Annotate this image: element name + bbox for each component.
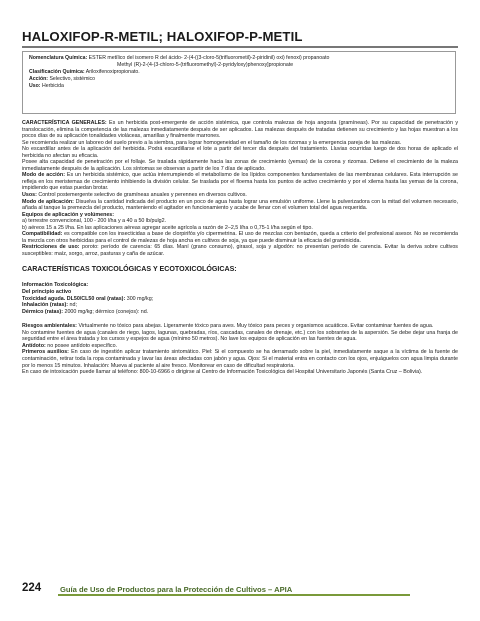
principio-activo-label: Del principio activo (22, 289, 72, 296)
clasificacion-line: Clasificación Química: Ariloxifenoxipropionato. (29, 68, 140, 75)
compatibilidad-paragraph: Compatibilidad: es compatible con los insecticidas a base de clorpirifós y/o cipermetrina. El uso de mezclas con bentazón, queda a criterio del profesional asesor. No se recomienda la mezcla con otros herbicidas para el control de malezas de hoja ancha en cultivos de soja, ya que puede disminuir la eficacia del graminicida. (22, 231, 458, 244)
primeros-auxilios-paragraph: Primeros auxilios: En caso de ingestión aplicar tratamiento sintomático. Piel: Si el compuesto se ha derramado sobre la piel, inmediatamente saque a la víctima de la fuente de contaminación, retirar toda la ropa contaminada y lavar las áreas afectadas con jabón y agua. Ojos: Si el material entra en contacto con los ojos, enjuáguelos con agua limpia durante por lo menos 15 minutos. Inhalación: Mueva al paciente al aire fresco. Monitorear en caso de dificultad respiratoria. (22, 349, 458, 369)
equipos-heading: Equipos de aplicación y volúmenes: (22, 211, 115, 218)
footer-title: Guía de Uso de Productos para la Protección de Cultivos – APIA (60, 585, 293, 594)
accion-line: Acción: Selectivo, sistémico (29, 75, 96, 82)
title-divider (22, 46, 458, 48)
escardillar-paragraph: No escardillar antes de la aplicación del herbicida. Podrá escardillarse el lote a partir del tercer día después del tratamiento. Lluvias ocurridas luego de dos horas de aplicado el herbicida no afectan su eficacia. (22, 146, 458, 159)
dermico-line: Dérmico (ratas): 2000 mg/kg; dérmico (conejos): nd. (22, 308, 149, 315)
document-body (22, 120, 458, 376)
penetracion-paragraph: Posee alta capacidad de penetración por el follaje. Se traslada rápidamente hacia las zonas de crecimiento (yemas) de la corona y rizomas. Detiene el crecimiento de la maleza inmediatamente después de la aplicación. Los síntomas se observan a partir de los 7 días de aplicado. (22, 159, 458, 172)
modo-accion-paragraph: Modo de acción: Es un herbicida sistémico, que actúa interrumpiendo el metabolismo de los lípidos componentes fundamentales de las membranas celulares. Esta interrupción se refleja en los meristemas de crecimiento inhibiendo la división celular. Se traslada por el floema hasta los puntos de activo crecimiento y por el xilema hasta las yemas de la corona, impidiendo que estas puedan brotar. (22, 172, 458, 192)
uso-line: Uso: Herbicida (29, 82, 64, 89)
emergencia-paragraph: En caso de intoxicación puede llamar al teléfono: 800-10-6966 o dirigirse al Centro de Información Toxicológica del Hospital Universitario Japonés (Santa Cruz – Bolivia). (22, 369, 423, 376)
usos-paragraph: Usos: Control postemergente selectivo de gramíneas anuales y perennes en diversos cultivos. (22, 192, 247, 199)
inhalacion-line: Inhalación (ratas): nd; (22, 302, 77, 309)
spacer (22, 274, 458, 282)
product-info-box (22, 51, 456, 114)
dl50-line: Toxicidad aguda. DL50/CL50 oral (ratas): 300 mg/kg; (22, 295, 154, 302)
spacer (22, 315, 458, 323)
laboreo-paragraph: Se recomienda realizar un laboreo del suelo previo a la siembra, para lograr homogeneidad en el tamaño de los rizomas y la emergencia pareja de las malezas. (22, 139, 402, 146)
page-number: 224 (22, 582, 42, 594)
restricciones-paragraph: Restricciones de uso: poroto: período de carencia: 65 días. Maní (grano consumo), girasol, soja y algodón: no presentan período de carencia. Evitar la deriva sobre cultivos susceptibles: maíz, sorgo, arroz, pasturas y caña de azúcar. (22, 244, 458, 257)
toxicologicas-heading: CARACTERÍSTICAS TOXICOLÓGICAS Y ECOTOXICOLÓGICAS: (22, 265, 237, 274)
generales-paragraph: CARACTERÍSTICA GENERALES: Es un herbicida post-emergente de acción sistémica, que controla malezas de hoja angosta (gramíneas). Por su capacidad de penetración y translocación, elimina la competencia de las malezas inmediatamente después de ser aplicados. Las malezas después de tratadas detienen su crecimiento y las hojas muestran a los pocos días de su aplicación tonalidades violáceas, amarillas y finalmente marrones. (22, 120, 458, 140)
fuentes-agua-paragraph: No contamine fuentes de agua (canales de riego, lagos, lagunas, quebradas, ríos, cascadas, canales de drenaje, etc.) con los sobrantes de la aspersión. Se debe dejar una franja de seguridad entre el área tratada y los cursos y espejos de agua (mínimo 50 metros). No lave los equipos de aplicación en las fuentes de agua. (22, 329, 458, 343)
page-title: HALOXIFOP-R-METIL; HALOXIFOP-P-METIL (22, 29, 303, 44)
info-toxicologica-label: Información Toxicológica: (22, 282, 89, 289)
equipos-aereos: b) aéreos 15 a 25 l/ha. En las aplicaciones aéreas agregar aceite agrícola a razón de 2–2,5 l/ha o 0,75-1 l/ha según el tipo. (22, 224, 313, 231)
riesgos-paragraph: Riesgos ambientales: Virtualmente no tóxico para abejas. Ligeramente tóxico para aves. Muy tóxico para peces y organismos acuáticos. Evitar contaminar fuentes de agua. (22, 323, 434, 330)
footer-divider (58, 594, 410, 596)
nomenclatura-english: Methyl (R)-2-(4-(3-chloro-5-(trifluoromethyl)-2-pyridyloxy)phenoxy]propionate (117, 61, 294, 68)
modo-aplicacion-paragraph: Modo de aplicación: Disuelva la cantidad indicada del producto en un poco de agua hasta lograr una emulsión uniforme. Llene la pulverizadora con la mitad del volumen necesario, añada al tanque la premezcla del producto, manteniendo el agitador en funcionamiento y acabe de llenar con el volumen total del agua requerida. (22, 198, 458, 212)
equipos-terrestre: a) terrestre convencional, 100 - 200 l/ha y a 40 a 50 lb/pulg2. (22, 218, 167, 225)
antidoto-line: Antídoto: no posee antídoto específico. (22, 342, 118, 349)
nomenclatura-line: Nomenclatura Química: ESTER metílico del isomero R del ácido- 2-(4-((3-cloro-5(trifluorometil)-2-piridinil) oxi) fenoxi) propanoato (29, 55, 330, 61)
